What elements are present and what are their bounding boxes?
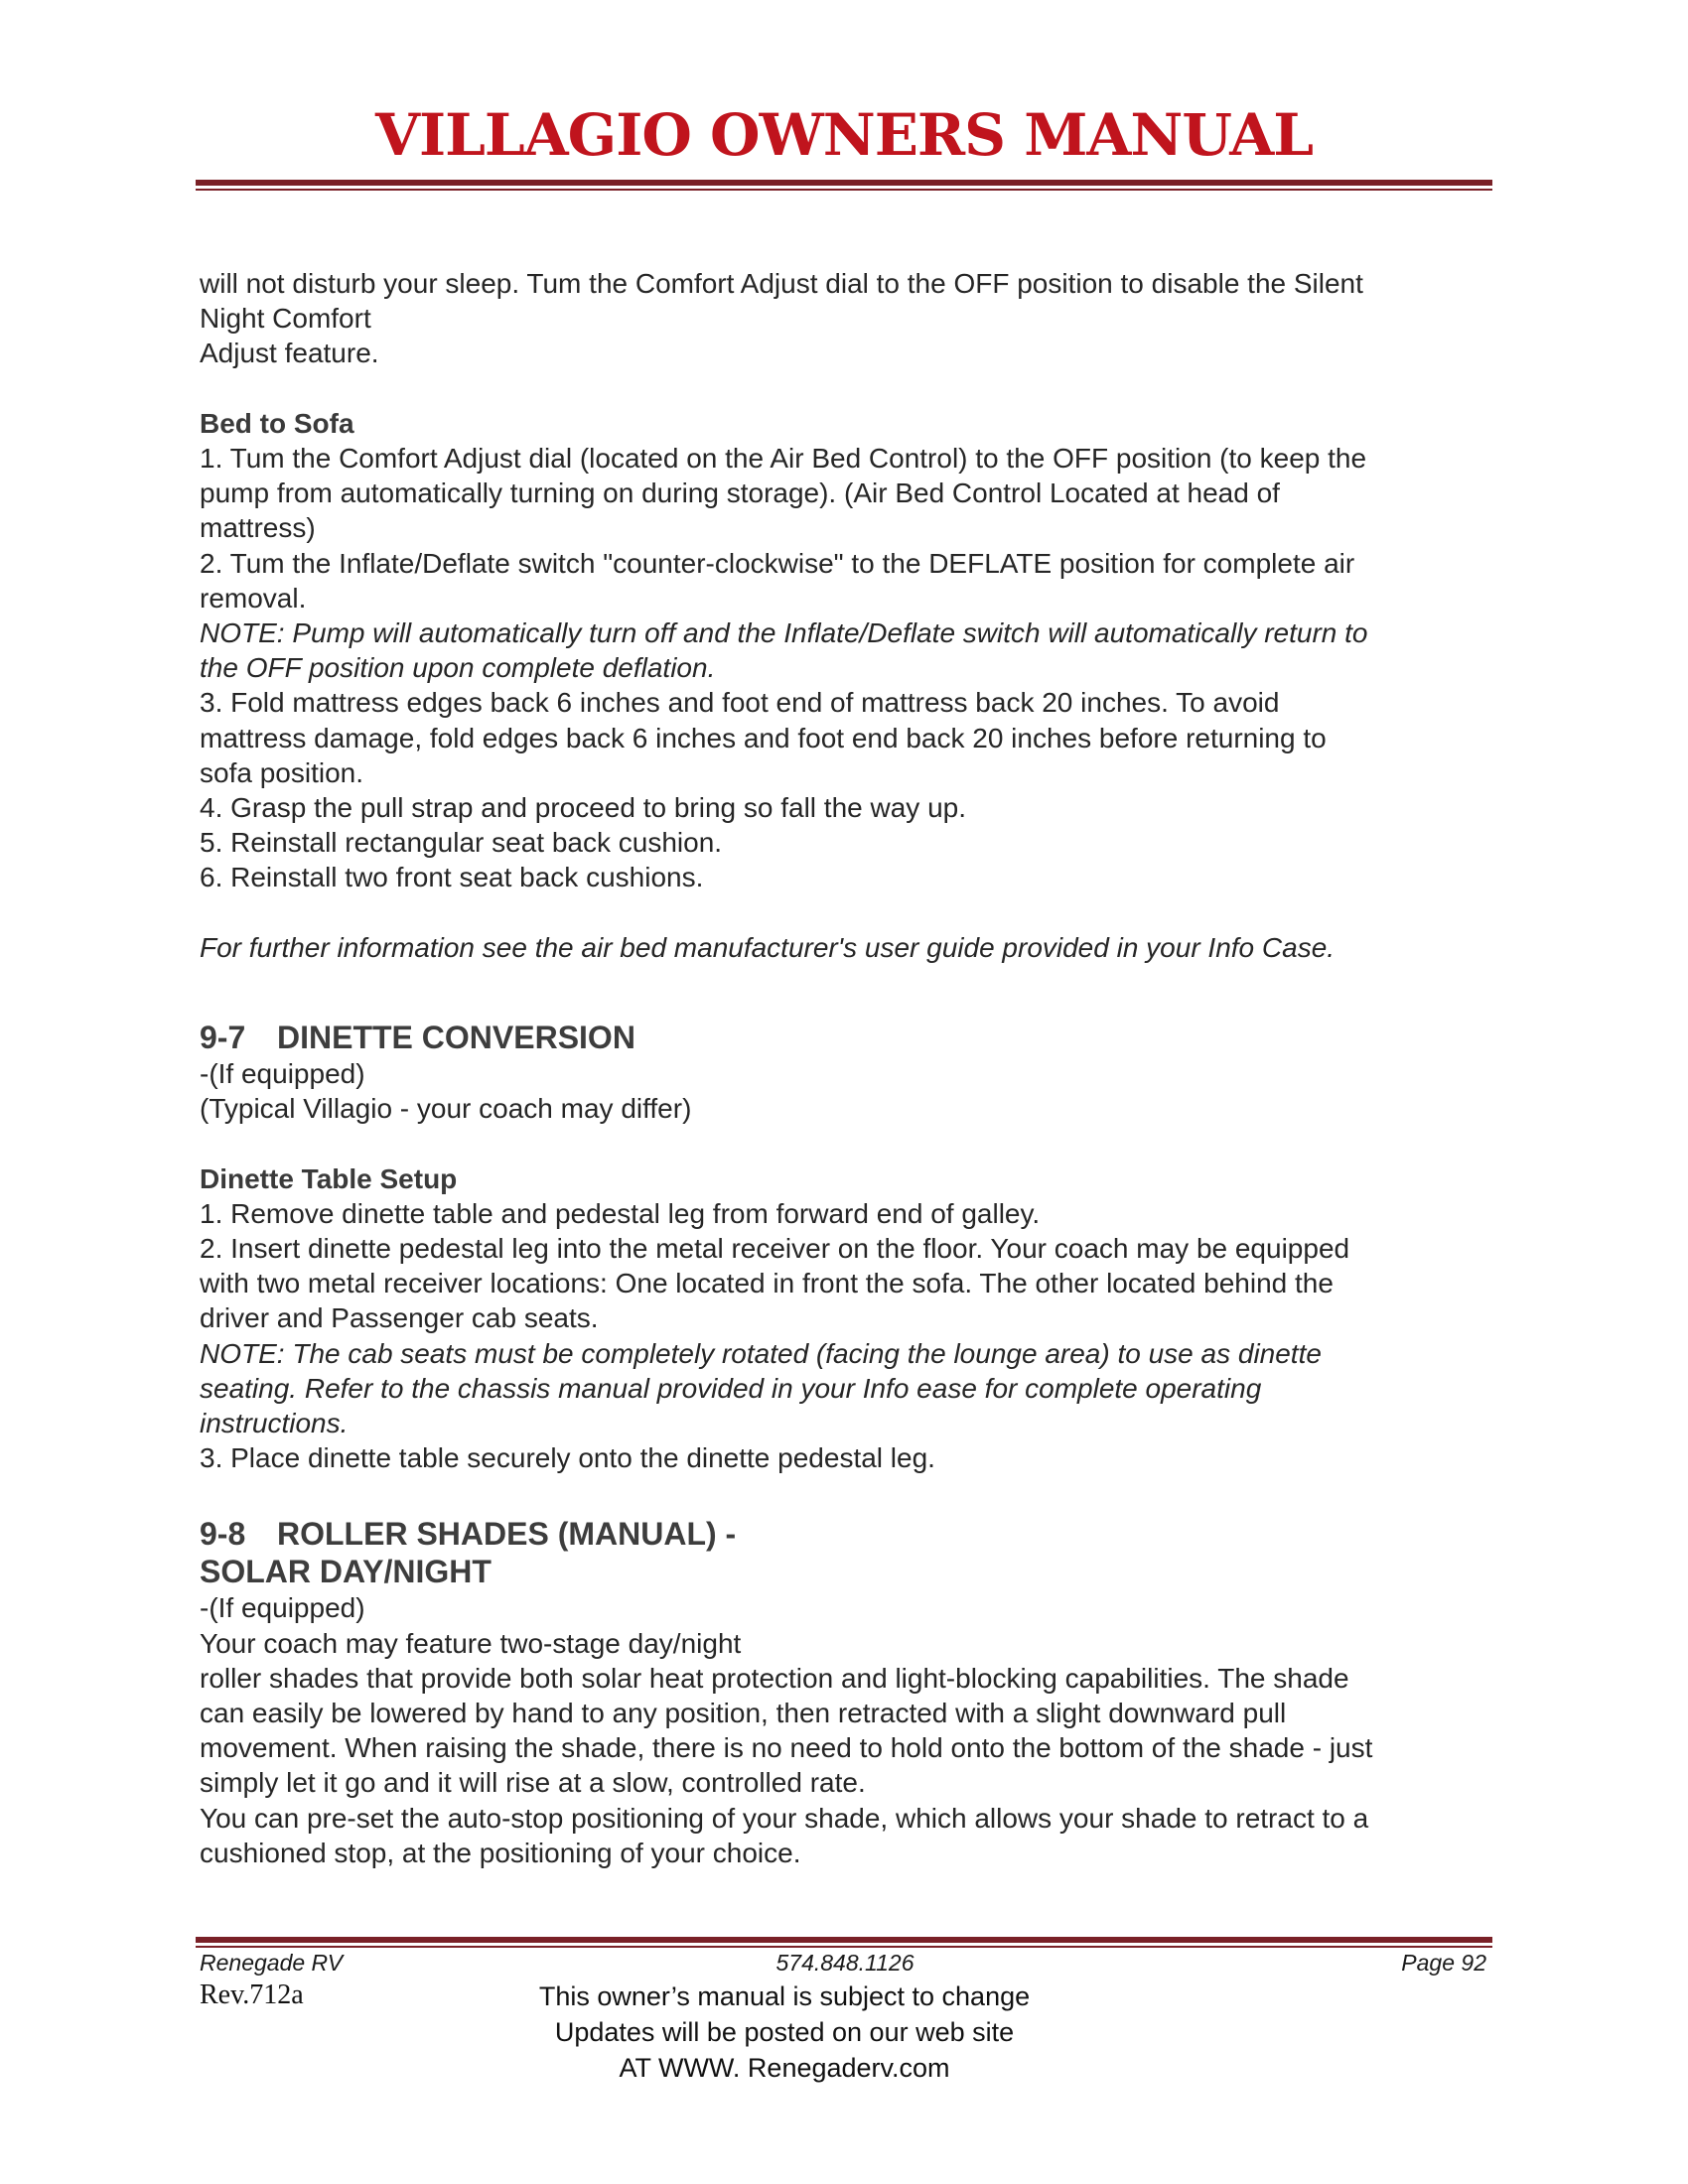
- footer-revision: Rev.712a: [200, 1979, 304, 2010]
- body-line: mattress): [200, 512, 316, 544]
- section-title: DINETTE CONVERSION: [277, 1020, 635, 1056]
- body-line: simply let it go and it will rise at a slow, controlled rate.: [200, 1767, 866, 1799]
- section-title-continued: SOLAR DAY/NIGHT: [200, 1554, 492, 1590]
- body-line: You can pre-set the auto-stop positioning of your shade, which allows your shade to retract to a: [200, 1802, 1369, 1834]
- step-line: 2. Insert dinette pedestal leg into the metal receiver on the floor. Your coach may be equipped: [200, 1233, 1350, 1265]
- step-line: driver and Passenger cab seats.: [200, 1302, 599, 1334]
- footer-note-line: This owner’s manual is subject to change: [538, 1981, 1031, 2011]
- footer-company: Renegade RV: [200, 1950, 344, 1976]
- step-line: with two metal receiver locations: One located in front the sofa. The other located behind the: [200, 1268, 1334, 1299]
- note-line: seating. Refer to the chassis manual provided in your Info ease for complete operating: [200, 1372, 1262, 1404]
- subheading-bed-to-sofa: Bed to Sofa: [200, 407, 354, 439]
- note-line: NOTE: Pump will automatically turn off and the Inflate/Deflate switch will automatically return to: [200, 617, 1368, 649]
- header-divider: [196, 180, 1492, 191]
- note-line: instructions.: [200, 1408, 349, 1439]
- step-line: 3. Fold mattress edges back 6 inches and foot end of mattress back 20 inches. To avoid: [200, 687, 1280, 719]
- section-number: 9-8: [200, 1516, 246, 1553]
- footer: [200, 1950, 1490, 1981]
- body-line: -(If equipped): [200, 1058, 365, 1090]
- footer-page-number: Page 92: [1401, 1950, 1486, 1976]
- body-line: Adjust feature.: [200, 338, 379, 369]
- body-line: will not disturb your sleep. Tum the Comfort Adjust dial to the OFF position to disable the Silent: [200, 268, 1363, 299]
- page-title: VILLAGIO OWNERS MANUAL: [374, 101, 1314, 169]
- body-line: 2. Tum the Inflate/Deflate switch "counter-clockwise" to the DEFLATE position for complete air: [200, 547, 1355, 579]
- section-heading-9-8: [200, 1515, 1490, 1553]
- note-line: NOTE: The cab seats must be completely rotated (facing the lounge area) to use as dinette: [200, 1337, 1322, 1369]
- body-line: roller shades that provide both solar heat protection and light-blocking capabilities. The shade: [200, 1662, 1349, 1694]
- body-line: Your coach may feature two-stage day/night: [200, 1627, 742, 1659]
- section-title: ROLLER SHADES (MANUAL) -: [277, 1516, 737, 1553]
- section-heading-9-7: [200, 1019, 1490, 1056]
- body-line: pump from automatically turning on during storage). (Air Bed Control Located at head of: [200, 478, 1280, 509]
- body-line: movement. When raising the shade, there is no need to hold onto the bottom of the shade - just: [200, 1732, 1373, 1764]
- step-line: 3. Place dinette table securely onto the dinette pedestal leg.: [200, 1442, 935, 1474]
- step-line: 6. Reinstall two front seat back cushions.: [200, 862, 704, 893]
- subheading-dinette-table-setup: Dinette Table Setup: [200, 1162, 458, 1194]
- body-line: 1. Tum the Comfort Adjust dial (located on the Air Bed Control) to the OFF position (to keep the: [200, 443, 1367, 474]
- main-content: [200, 266, 1490, 1870]
- note-line: the OFF position upon complete deflation.: [200, 652, 716, 684]
- body-line: cushioned stop, at the positioning of your choice.: [200, 1837, 801, 1868]
- footer-phone: 574.848.1126: [775, 1950, 914, 1976]
- further-info-line: For further information see the air bed manufacturer's user guide provided in your Info Case.: [200, 931, 1336, 963]
- step-line: sofa position.: [200, 756, 363, 788]
- body-line: removal.: [200, 582, 307, 614]
- footer-note-line: AT WWW. Renegaderv.com: [619, 2053, 950, 2083]
- body-line: -(If equipped): [200, 1592, 365, 1624]
- step-line: mattress damage, fold edges back 6 inches and foot end back 20 inches before returning to: [200, 722, 1327, 753]
- section-number: 9-7: [200, 1020, 246, 1056]
- step-line: 5. Reinstall rectangular seat back cushion.: [200, 827, 723, 859]
- step-line: 4. Grasp the pull strap and proceed to bring so fall the way up.: [200, 792, 967, 824]
- footer-notes: [467, 1979, 1102, 2086]
- body-line: can easily be lowered by hand to any position, then retracted with a slight downward pull: [200, 1698, 1287, 1729]
- step-line: 1. Remove dinette table and pedestal leg from forward end of galley.: [200, 1197, 1041, 1229]
- body-line: (Typical Villagio - your coach may differ): [200, 1093, 692, 1125]
- footer-note-line: Updates will be posted on our web site: [554, 2017, 1015, 2047]
- footer-divider: [196, 1937, 1492, 1948]
- body-line: Night Comfort: [200, 303, 371, 335]
